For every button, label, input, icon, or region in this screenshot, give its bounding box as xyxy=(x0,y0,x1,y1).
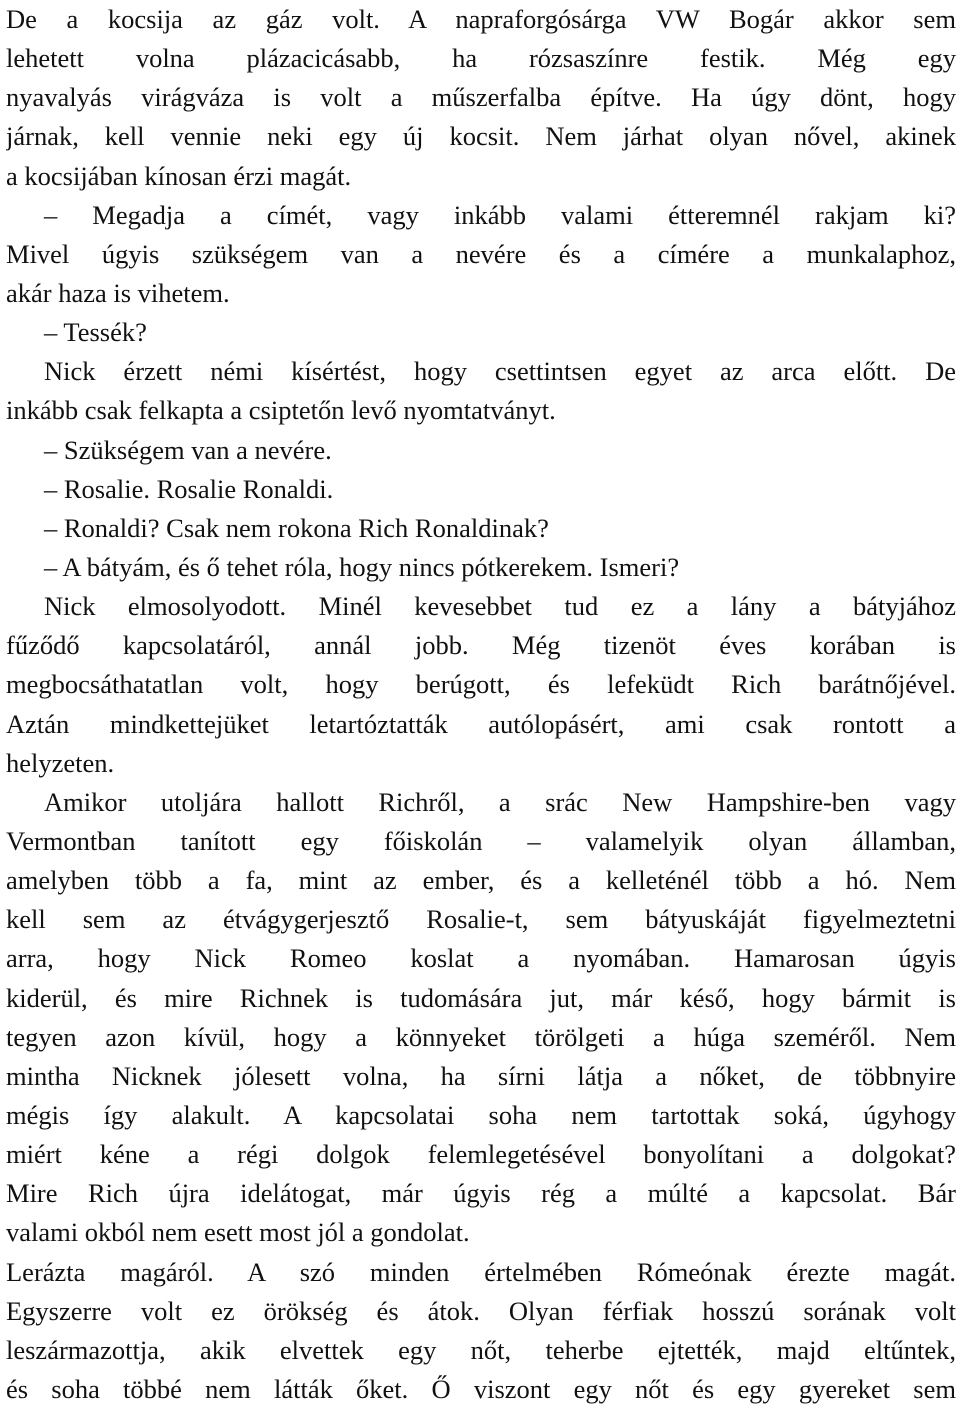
text-line: Lerázta magáról. A szó minden értelmében Rómeónak érezte magát. xyxy=(6,1253,956,1292)
paragraph-p8 xyxy=(6,548,956,587)
text-line: Amikor utoljára hallott Richről, a srác New Hampshire-ben vagy xyxy=(6,783,956,822)
text-line: amelyben több a fa, mint az ember, és a kelleténél több a hó. Nem xyxy=(6,861,956,900)
paragraph-p2 xyxy=(6,196,956,313)
text-line: kiderül, és mire Richnek is tudomására jut, már késő, hogy bármit is xyxy=(6,979,956,1018)
text-line: De a kocsija az gáz volt. A napraforgósárga VW Bogár akkor sem xyxy=(6,0,956,39)
paragraph-p10 xyxy=(6,783,956,1253)
text-line: Aztán mindkettejüket letartóztatták autólopásért, ami csak rontott a xyxy=(6,705,956,744)
text-line: Nick elmosolyodott. Minél kevesebbet tud ez a lány a bátyjához xyxy=(6,587,956,626)
text-line: – Megadja a címét, vagy inkább valami étteremnél rakjam ki? xyxy=(6,196,956,235)
text-line: fűződő kapcsolatáról, annál jobb. Még tizenöt éves korában is xyxy=(6,626,956,665)
text-line: kell sem az étvágygerjesztő Rosalie-t, sem bátyuskáját figyelmeztetni xyxy=(6,900,956,939)
text-line: valami okból nem esett most jól a gondolat. xyxy=(6,1213,956,1252)
paragraph-p6 xyxy=(6,470,956,509)
text-line: a kocsijában kínosan érzi magát. xyxy=(6,157,956,196)
text-line: arra, hogy Nick Romeo koslat a nyomában. Hamarosan úgyis xyxy=(6,939,956,978)
text-line: akár haza is vihetem. xyxy=(6,274,956,313)
paragraph-p7 xyxy=(6,509,956,548)
text-line: Mivel úgyis szükségem van a nevére és a címére a munkalaphoz, xyxy=(6,235,956,274)
text-line: Nick érzett némi kísértést, hogy csettintsen egyet az arca előtt. De xyxy=(6,352,956,391)
text-line: mégis így alakult. A kapcsolatai soha nem tartottak soká, úgyhogy xyxy=(6,1096,956,1135)
text-line: járnak, kell vennie neki egy új kocsit. Nem járhat olyan nővel, akinek xyxy=(6,117,956,156)
paragraph-p3 xyxy=(6,313,956,352)
text-line: Mire Rich újra idelátogat, már úgyis rég a múlté a kapcsolat. Bár xyxy=(6,1174,956,1213)
text-line: – Tessék? xyxy=(6,313,956,352)
text-line: helyzeten. xyxy=(6,744,956,783)
text-line: – A bátyám, és ő tehet róla, hogy nincs pótkerekem. Ismeri? xyxy=(6,548,956,587)
text-line: inkább csak felkapta a csiptetőn levő nyomtatványt. xyxy=(6,391,956,430)
text-line: miért kéne a régi dolgok felemlegetésével bonyolítani a dolgokat? xyxy=(6,1135,956,1174)
paragraph-p9 xyxy=(6,587,956,783)
text-line: – Szükségem van a nevére. xyxy=(6,431,956,470)
text-line: Vermontban tanított egy főiskolán – valamelyik olyan államban, xyxy=(6,822,956,861)
text-line: tegyen azon kívül, hogy a könnyeket törölgeti a húga szeméről. Nem xyxy=(6,1018,956,1057)
text-line: lehetett volna plázacicásabb, ha rózsaszínre festik. Még egy xyxy=(6,39,956,78)
text-line: megbocsáthatatlan volt, hogy berúgott, és lefeküdt Rich barátnőjével. xyxy=(6,665,956,704)
paragraph-p4 xyxy=(6,352,956,430)
paragraph-p1 xyxy=(6,0,956,196)
paragraph-p5 xyxy=(6,431,956,470)
text-line: – Ronaldi? Csak nem rokona Rich Ronaldinak? xyxy=(6,509,956,548)
paragraph-p11 xyxy=(6,1253,956,1409)
text-body xyxy=(6,0,956,1409)
text-line: nyavalyás virágváza is volt a műszerfalba építve. Ha úgy dönt, hogy xyxy=(6,78,956,117)
text-line: Egyszerre volt ez örökség és átok. Olyan férfiak hosszú sorának volt xyxy=(6,1292,956,1331)
text-line: – Rosalie. Rosalie Ronaldi. xyxy=(6,470,956,509)
text-line: és soha többé nem látták őket. Ő viszont egy nőt és egy gyereket sem xyxy=(6,1370,956,1409)
text-line: mintha Nicknek jólesett volna, ha sírni látja a nőket, de többnyire xyxy=(6,1057,956,1096)
text-line: leszármazottja, akik elvettek egy nőt, teherbe ejtették, majd eltűntek, xyxy=(6,1331,956,1370)
